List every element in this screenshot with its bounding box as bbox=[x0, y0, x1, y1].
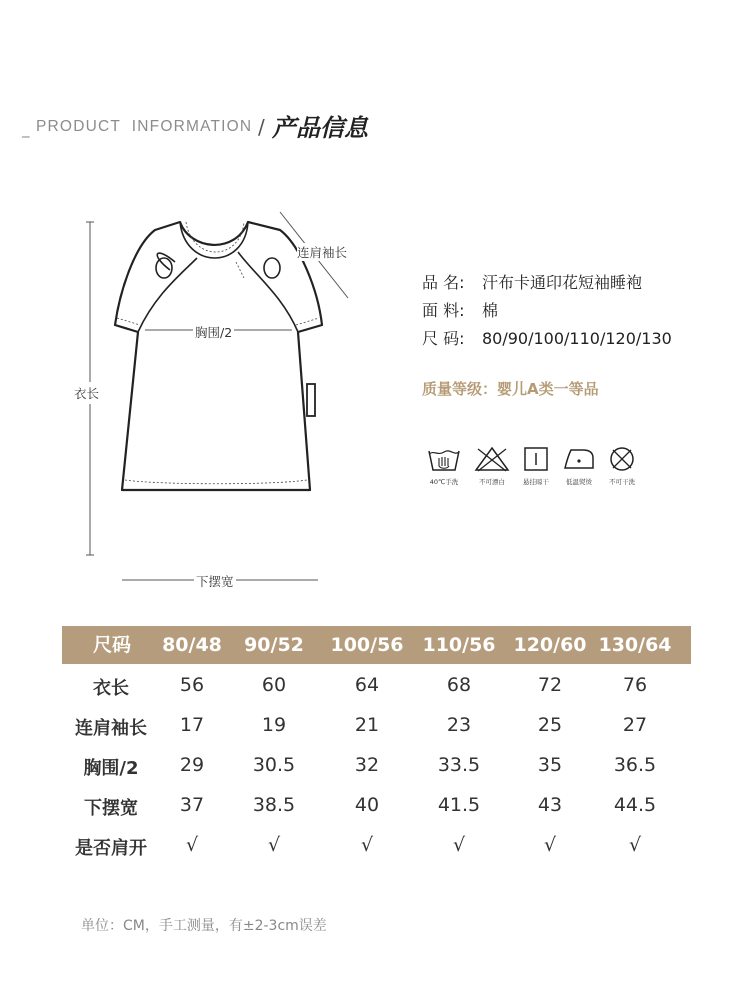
hem-label: 下摆宽 bbox=[196, 574, 234, 589]
row-label: 胸围/2 bbox=[83, 758, 139, 779]
info-fabric bbox=[422, 298, 498, 321]
table-cell: 37 bbox=[179, 794, 205, 816]
no-dryclean-icon bbox=[604, 446, 640, 472]
care-label: 40℃手洗 bbox=[429, 478, 459, 486]
table-cell: 44.5 bbox=[613, 794, 657, 816]
row-label: 连肩袖长 bbox=[75, 718, 147, 739]
table-cell: 25 bbox=[537, 714, 563, 736]
check-mark: √ bbox=[628, 834, 642, 856]
table-cell: 60 bbox=[261, 674, 287, 696]
check-mark: √ bbox=[267, 834, 281, 856]
check-mark: √ bbox=[185, 834, 199, 856]
header-dash: _ bbox=[22, 120, 30, 138]
info-fabric-value: 棉 bbox=[482, 301, 499, 320]
quality-grade: 质量等级：婴儿A类一等品 bbox=[422, 380, 599, 398]
size-table-header bbox=[62, 626, 691, 664]
check-mark: √ bbox=[360, 834, 374, 856]
header-english-title: PRODUCT INFORMATION bbox=[36, 118, 253, 135]
table-cell: 32 bbox=[354, 754, 380, 776]
check-mark: √ bbox=[452, 834, 466, 856]
table-cell: 35 bbox=[537, 754, 563, 776]
table-cell: 56 bbox=[179, 674, 205, 696]
table-cell: 64 bbox=[354, 674, 380, 696]
header-size: 100/56 bbox=[330, 634, 404, 656]
info-fabric-key: 面 料: bbox=[422, 301, 465, 320]
care-label: 不可漂白 bbox=[479, 478, 505, 486]
header-size: 110/56 bbox=[422, 634, 496, 656]
info-size bbox=[422, 326, 672, 349]
table-cell: 43 bbox=[537, 794, 563, 816]
header-size: 90/52 bbox=[244, 634, 304, 656]
table-cell: 41.5 bbox=[437, 794, 481, 816]
care-item-iron bbox=[557, 446, 601, 486]
table-cell: 19 bbox=[261, 714, 287, 736]
info-name-value: 汗布卡通印花短袖睡袍 bbox=[482, 273, 643, 292]
row-label: 是否肩开 bbox=[75, 838, 147, 859]
care-item-hang bbox=[514, 446, 558, 486]
table-cell: 40 bbox=[354, 794, 380, 816]
low-iron-icon bbox=[561, 446, 597, 472]
chest-label: 胸围/2 bbox=[195, 325, 233, 340]
table-cell: 33.5 bbox=[437, 754, 481, 776]
care-label: 不可干洗 bbox=[609, 478, 635, 486]
table-cell: 38.5 bbox=[252, 794, 296, 816]
table-cell: 27 bbox=[622, 714, 648, 736]
header-size: 120/60 bbox=[513, 634, 587, 656]
header-chinese-title: 产品信息 bbox=[272, 114, 368, 142]
info-size-key: 尺 码: bbox=[422, 329, 465, 348]
row-label: 下摆宽 bbox=[84, 798, 138, 819]
header-slash: / bbox=[258, 115, 265, 139]
header-size: 130/64 bbox=[598, 634, 672, 656]
info-name-key: 品 名: bbox=[422, 273, 465, 292]
info-size-value: 80/90/100/110/120/130 bbox=[482, 329, 672, 348]
table-cell: 36.5 bbox=[613, 754, 657, 776]
table-cell: 72 bbox=[537, 674, 563, 696]
table-cell: 17 bbox=[179, 714, 205, 736]
no-bleach-icon bbox=[474, 446, 510, 472]
table-cell: 76 bbox=[622, 674, 648, 696]
header-size-label: 尺码 bbox=[92, 634, 131, 656]
length-label: 衣长 bbox=[74, 382, 99, 404]
header-size: 80/48 bbox=[162, 634, 222, 656]
table-cell: 29 bbox=[179, 754, 205, 776]
check-mark: √ bbox=[543, 834, 557, 856]
hang-dry-icon bbox=[518, 446, 554, 472]
sleeve-length-label: 连肩袖长 bbox=[297, 245, 348, 260]
table-cell: 21 bbox=[354, 714, 380, 736]
care-label: 低温熨烫 bbox=[566, 478, 592, 486]
care-label: 悬挂晾干 bbox=[523, 478, 549, 486]
care-item-wash bbox=[422, 446, 466, 486]
table-cell: 23 bbox=[446, 714, 472, 736]
table-cell: 68 bbox=[446, 674, 472, 696]
care-item-bleach bbox=[470, 446, 514, 486]
row-label: 衣长 bbox=[93, 678, 129, 699]
care-item-dryclean bbox=[600, 446, 644, 486]
measurement-note: 单位：CM，手工测量，有±2-3cm误差 bbox=[81, 918, 327, 934]
table-cell: 30.5 bbox=[252, 754, 296, 776]
wash-40-icon bbox=[426, 446, 462, 472]
info-name bbox=[422, 270, 642, 293]
